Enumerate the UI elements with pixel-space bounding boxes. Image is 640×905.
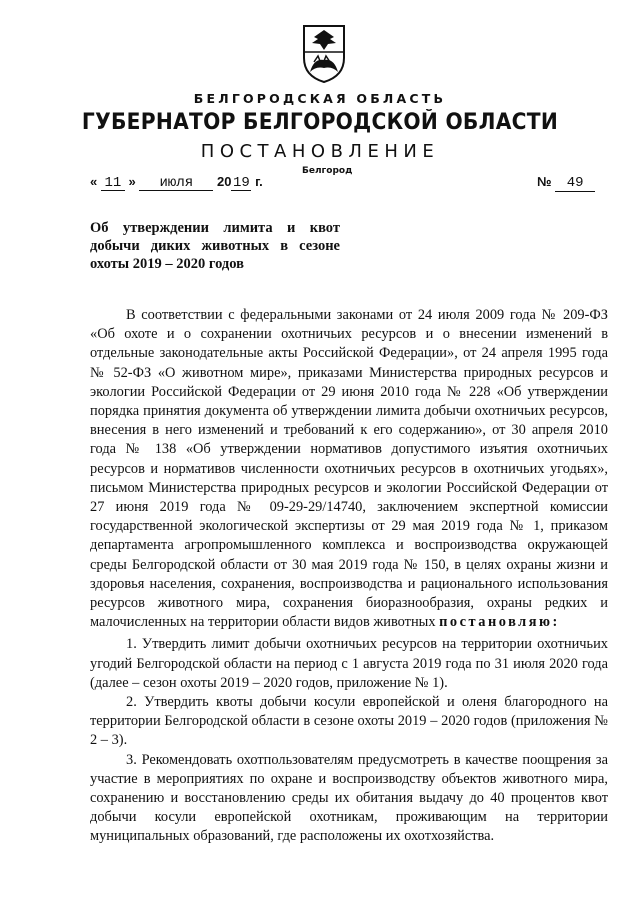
preamble-keyword: постановляю:	[439, 614, 560, 631]
preamble-text: В соответствии с федеральными законами от 24 июля 2009 года № 209-ФЗ «Об охоте и о сохранении охотничьих ресурсов и о внесении изменений в отдельные законодательные акты Российской Федерации», от 24 апреля 1995 года № 52-ФЗ «О животном мире», приказами Министерства природных ресурсов и экологии Российской Федерации от 29 июня 2010 года № 228 «Об утверждении порядка принятия документа об утверждении лимита добычи охотничьих ресурсов, внесения в него изменений и требований к его содержанию», от 30 апреля 2010 года № 138 «Об утверждении нормативов допустимого изъятия охотничьих ресурсов и нормативов численности охотничьих ресурсов в охотничьих угодьях», письмом Министерства природных ресурсов и экологии Российской Федерации от 27 июня 2019 года № 09-29-29/14740, заключением экспертной комиссии государственной экологической экспертизы от 29 мая 2019 года № 1, приказом департамента агропромышленного комплекса и воспроизводства окружающей среды Белгородской области от 30 мая 2019 года № 150, в целях охраны жизни и здоровья населения, сохранения, воспроизводства и рационального использования ресурсов животного мира, сохранения биоразнообразия, охраны редких и малочисленных на территории области видов животных	[90, 307, 608, 631]
item-1: 1. Утвердить лимит добычи охотничьих ресурсов на территории охотничьих угодий Белгородской области на период с 1 августа 2019 года по 31 июля 2020 года (далее – сезон охоты 2019 – 2020 годов, приложение № 1).	[90, 636, 608, 691]
document-type: ПОСТАНОВЛЕНИЕ	[200, 141, 440, 162]
date-open-quote: «	[90, 174, 98, 189]
date-day: 11	[101, 176, 125, 191]
number-value: 49	[555, 175, 595, 192]
item-2: 2. Утвердить квоты добычи косули европейской и оленя благородного на территории Белгородской области в сезоне охоты 2019 – 2020 годов (приложения № 2 – 3).	[90, 694, 608, 749]
document-date	[90, 174, 263, 191]
coat-of-arms-icon	[300, 22, 348, 84]
number-label: №	[537, 174, 552, 189]
date-month: июля	[139, 176, 213, 191]
date-close-quote: »	[128, 174, 136, 189]
document-number	[537, 174, 595, 192]
document-body	[90, 306, 608, 847]
item-3: 3. Рекомендовать охотпользователям предусмотреть в качестве поощрения за участие в мероприятиях по охране и воспроизводству объектов животного мира, сохранению и восстановлению среды их обитания выдачу до 40 процентов квот добычи косули европейской охотникам, проживающим на территории муниципальных образований, где расположены их охотхозяйства.	[90, 751, 608, 845]
date-year-unit: г.	[255, 174, 263, 189]
region-name: БЕЛГОРОДСКАЯ ОБЛАСТЬ	[193, 91, 447, 106]
preamble-paragraph	[90, 306, 608, 632]
date-year-prefix: 20	[216, 174, 232, 189]
authority-title: ГУБЕРНАТОР БЕЛГОРОДСКОЙ ОБЛАСТИ	[81, 110, 559, 135]
document-subject: Об утверждении лимита и квот добычи диких животных в сезоне охоты 2019 – 2020 годов	[90, 220, 340, 272]
city-name: Белгород	[302, 166, 353, 176]
date-year-suffix: 19	[233, 175, 250, 191]
